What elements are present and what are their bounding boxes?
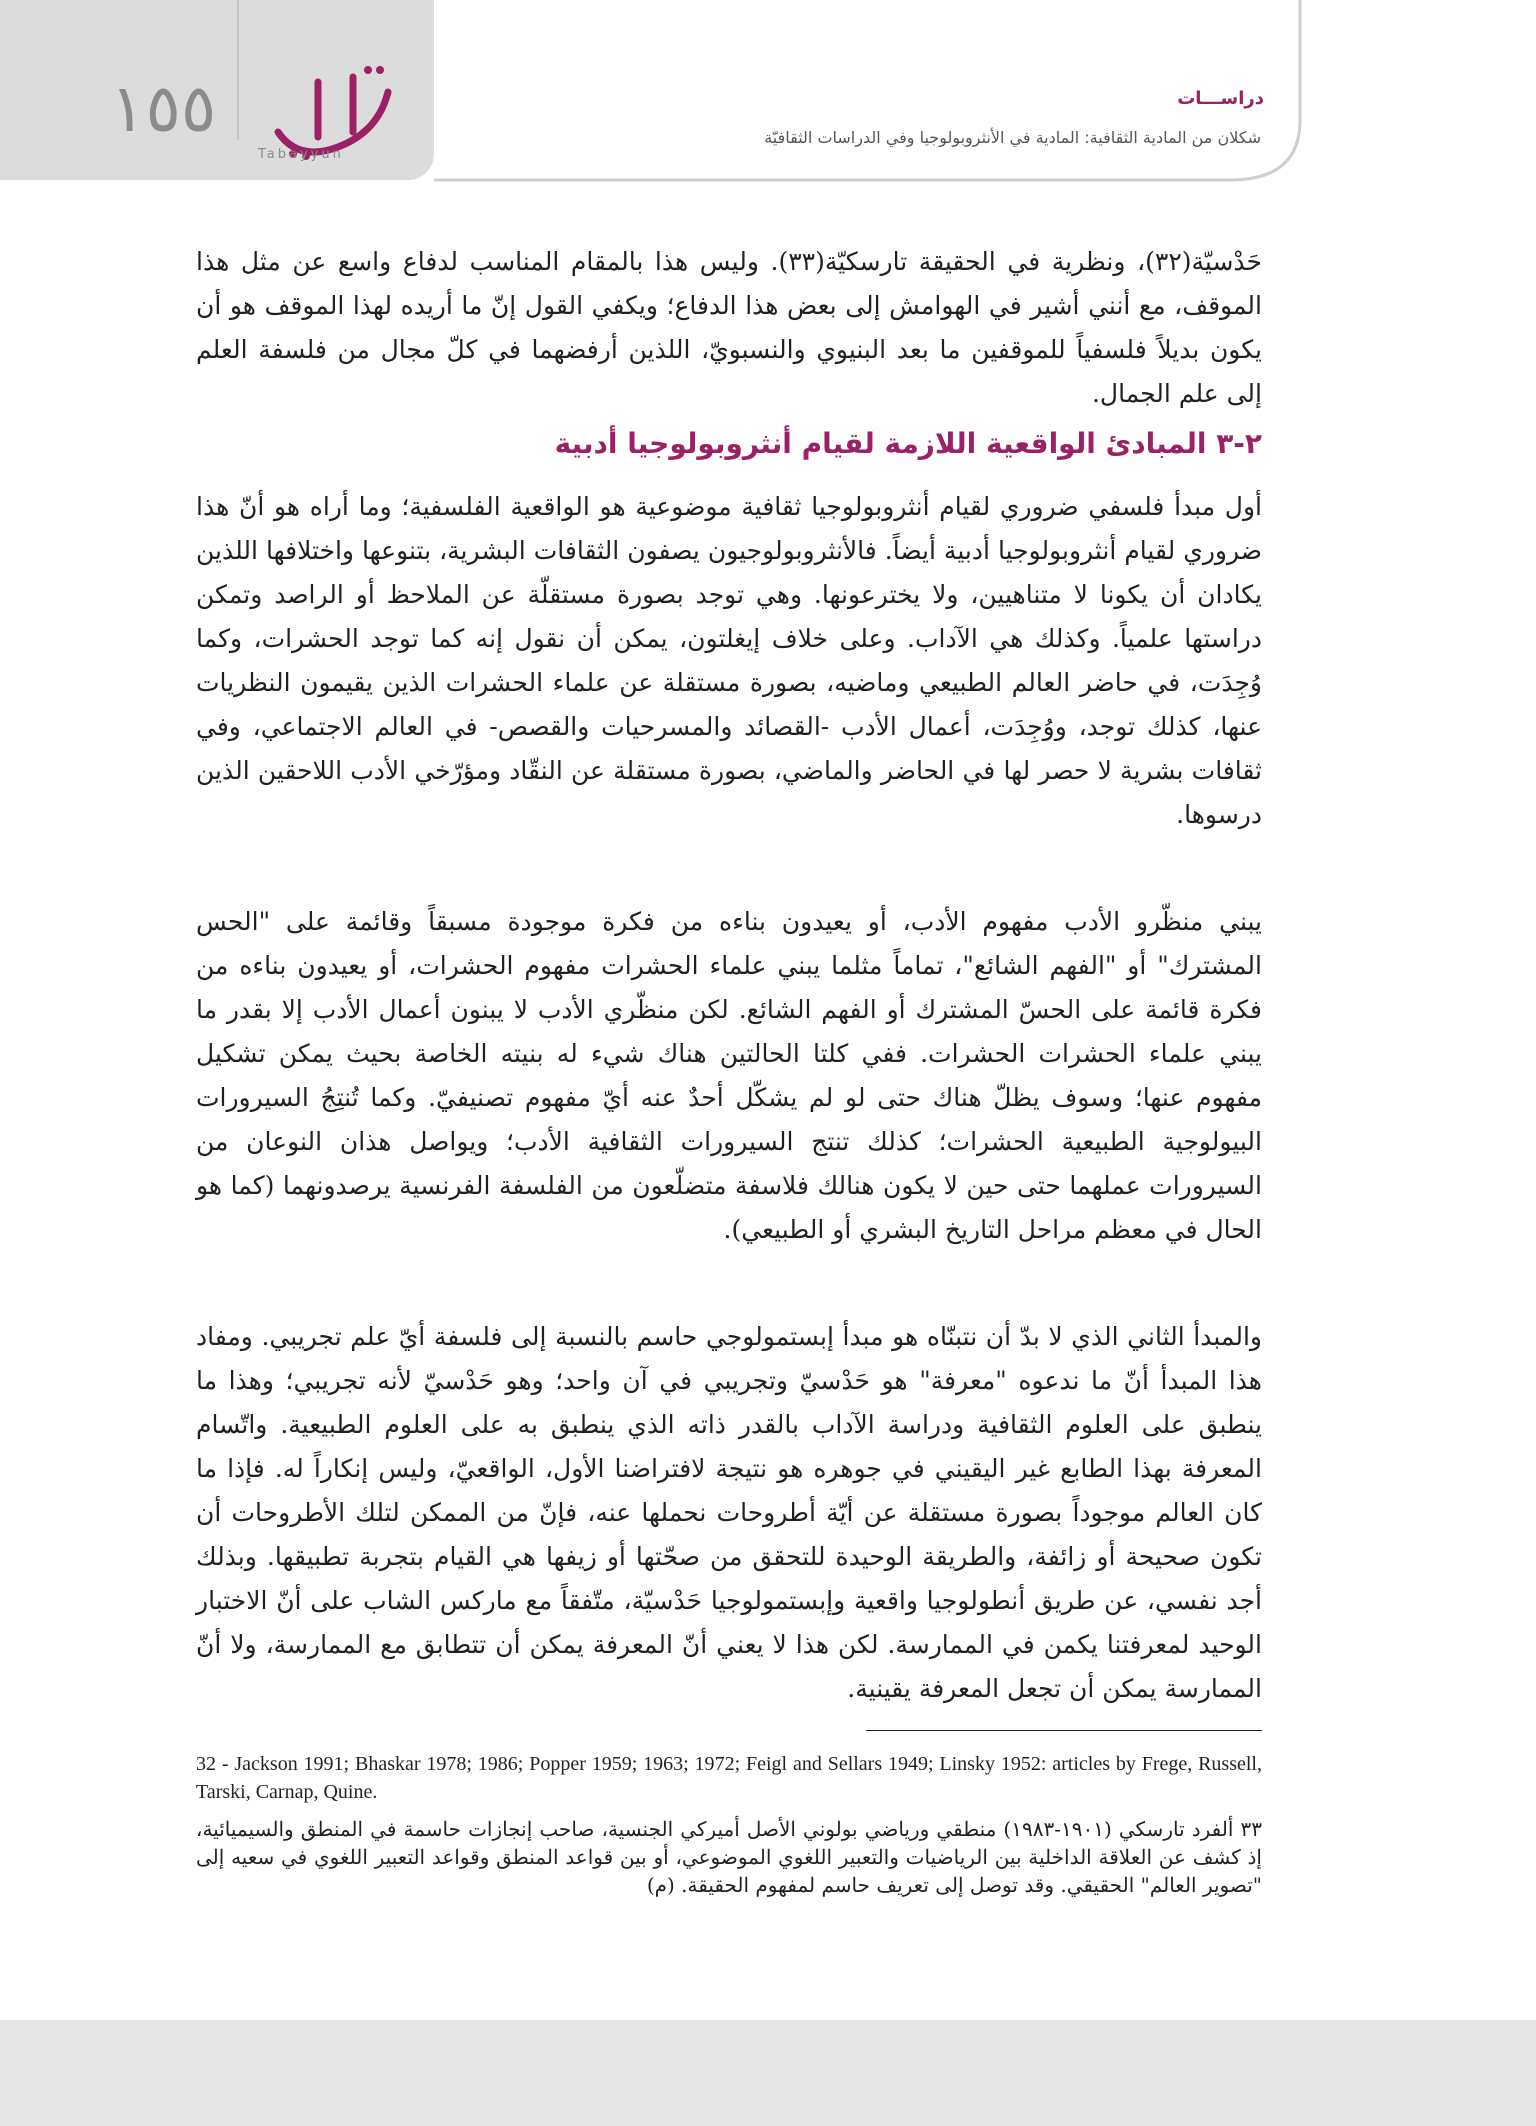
footnote-33: ٣٣ ألفرد تارسكي (١٩٠١-١٩٨٣) منطقي ورياضي بولوني الأصل أميركي الجنسية، صاحب إنجازات حاسمة في المنطق والسيميائية، إذ كشف عن العلاقة الداخلية بين الرياضيات والتعبير اللغوي الموضوعي، أو بين قواعد المنطق وقواعد التعبير اللغوي في سعيه إلى "تصوير العالم" الحقيقي. وقد توصل إلى تعريف حاسم لمفهوم الحقيقة. (م) <box>196 1817 1263 1897</box>
header-divider <box>237 0 239 140</box>
article-title: شكلان من المادية الثقافية: المادية في الأنثروبولوجيا وفي الدراسات الثقافيّة <box>764 128 1261 147</box>
section-heading: ٢-٣ المبادئ الواقعية اللازمة لقيام أنثروبولوجيا أدبية <box>554 427 1262 460</box>
section-title: دراســـات <box>1177 88 1264 109</box>
logo-latin-text: Tabayyun <box>258 147 344 162</box>
intro-paragraph-block <box>196 240 1262 416</box>
paragraph-3: والمبدأ الثاني الذي لا بدّ أن نتبنّاه هو مبدأ إبستمولوجي حاسم بالنسبة إلى فلسفة أيّ علم تجريبي. ومفاد هذا المبدأ أنّ ما ندعوه "معرفة" هو حَدْسيّ وتجريبي في آن واحد؛ وهو حَدْسيّ لأنه تجريبي؛ وهذا ما ينطبق على العلوم الثقافية ودراسة الآداب بالقدر ذاته الذي ينطبق به على العلوم الطبيعية. واتّسام المعرفة بهذا الطابع غير اليقيني في جوهره هو نتيجة لافتراضنا الأول، الواقعيّ، وليس إنكاراً له. فإذا ما كان العالم موجوداً بصورة مستقلة عن أيّة أطروحات نحملها عنه، فإنّ من الممكن لتلك الأطروحات أن تكون صحيحة أو زائفة، والطريقة الوحيدة للتحقق من صحّتها أو زيفها هي القيام بتجربة تطبيقها. وبذلك أجد نفسي، عن طريق أنطولوجيا واقعية وإبستمولوجيا حَدْسيّة، متّفقاً مع ماركس الشاب على أنّ الاختبار الوحيد لمعرفتنا يكمن في الممارسة. لكن هذا لا يعني أنّ المعرفة يمكن أن تتطابق مع الممارسة، ولا أنّ الممارسة يمكن أن تجعل المعرفة يقينية. <box>196 1322 1262 1703</box>
bottom-band <box>0 2020 1536 2126</box>
intro-paragraph: حَدْسيّة(٣٢)، ونظرية في الحقيقة تارسكيّة(٣٣). وليس هذا بالمقام المناسب لدفاع واسع عن مثل هذا الموقف، مع أنني أشير في الهوامش إلى بعض هذا الدفاع؛ ويكفي القول إنّ ما أريده لهذا الموقف هو أن يكون بديلاً فلسفياً للموقفين ما بعد البنيوي والنسبويّ، اللذين أرفضهما في كلّ مجال من فلسفة العلم إلى علم الجمال. <box>196 247 1262 408</box>
paragraph-2: يبني منظّرو الأدب مفهوم الأدب، أو يعيدون بناءه من فكرة موجودة مسبقاً وقائمة على "الحس المشترك" أو "الفهم الشائع"، تماماً مثلما يبني علماء الحشرات مفهوم الحشرات، أو يعيدون بناءه من فكرة قائمة على الحسّ المشترك أو الفهم الشائع. لكن منظّري الأدب لا يبنون أعمال الأدب إلا بقدر ما يبني علماء الحشرات الحشرات. ففي كلتا الحالتين هناك شيء له بنيته الخاصة بحيث يمكن تشكيل مفهوم عنها؛ وسوف يظلّ هناك حتى لو لم يشكّل أحدٌ عنه أيّ مفهوم تصنيفيّ. وكما تُنتِجُ السيرورات البيولوجية الطبيعية الحشرات؛ كذلك تنتج السيرورات الثقافية الأدب؛ ويواصل هذان النوعان من السيرورات عملهما حتى حين لا يكون هنالك فلاسفة متضلّعون من الفلسفة الفرنسية يرصدونهما (كما هو الحال في معظم مراحل التاريخ البشري أو الطبيعي). <box>196 907 1262 1244</box>
paragraph-1-block <box>196 485 1262 837</box>
paragraph-2-block <box>196 900 1262 1252</box>
paragraph-1: أول مبدأ فلسفي ضروري لقيام أنثروبولوجيا ثقافية موضوعية هو الواقعية الفلسفية؛ وما أراه هو أنّ هذا ضروري لقيام أنثروبولوجيا أدبية أيضاً. فالأنثروبولوجيون يصفون الثقافات البشرية، بتنوعها واختلافها اللذين يكادان أن يكونا لا متناهيين، ولا يخترعونها. وهي توجد بصورة مستقلّة عن الملاحظ أو الراصد وتمكن دراستها علمياً. وكذلك هي الآداب. وعلى خلاف إيغلتون، يمكن أن نقول إنه كما توجد الحشرات، وكما وُجِدَت، في حاضر العالم الطبيعي وماضيه، بصورة مستقلة عن علماء الحشرات الذين يقيمون النظريات عنها، كذلك توجد، ووُجِدَت، أعمال الأدب -القصائد والمسرحيات والقصص- في العالم الاجتماعي، وفي ثقافات بشرية لا حصر لها في الحاضر والماضي، بصورة مستقلة عن النقّاد ومؤرّخي الأدب اللاحقين الذين درسوها. <box>196 492 1263 829</box>
paragraph-3-block <box>196 1315 1262 1711</box>
page-number: ١٥٥ <box>110 70 217 147</box>
footnote-rule <box>866 1730 1262 1731</box>
footnote-32: 32 - Jackson 1991; Bhaskar 1978; 1986; Popper 1959; 1963; 1972; Feigl and Sellars 1949; Linsky 1952: articles by Frege, Russell, Tarski, Carnap, Quine. <box>196 1753 1262 1803</box>
